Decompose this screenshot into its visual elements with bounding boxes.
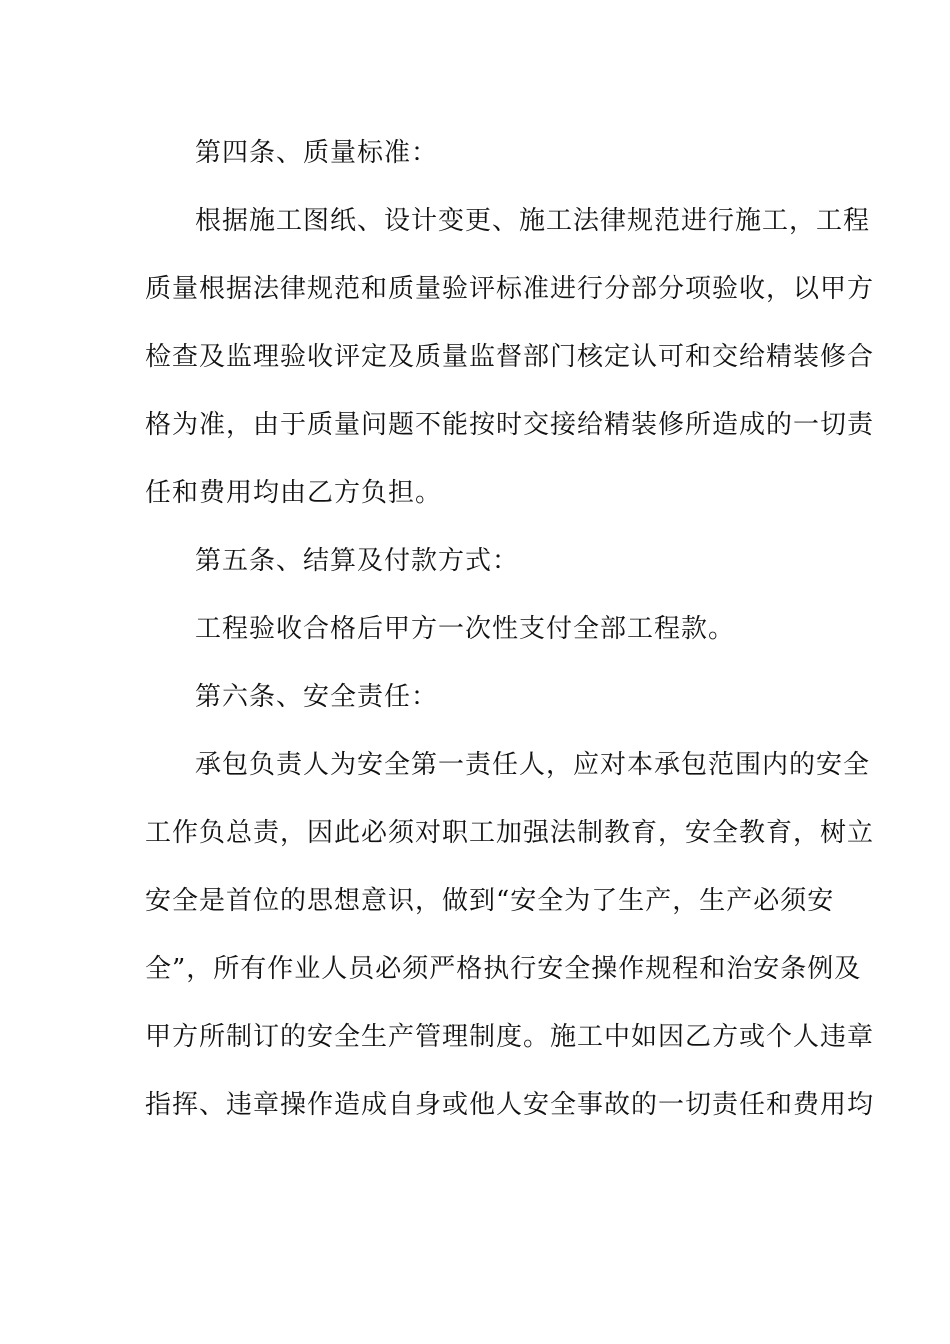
paragraph-line: 承包负责人为安全第一责任人，应对本承包范围内的安全: [195, 750, 871, 780]
article-5-heading: 第五条、结算及付款方式：: [195, 546, 520, 576]
paragraph-line: 全”，所有作业人员必须严格执行安全操作规程和治安条例及: [145, 954, 862, 984]
paragraph-line: 甲方所制订的安全生产管理制度。施工中如因乙方或个人违章: [145, 1022, 875, 1052]
paragraph-line: 工作负总责，因此必须对职工加强法制教育，安全教育，树立: [145, 818, 875, 848]
paragraph-line: 工程验收合格后甲方一次性支付全部工程款。: [195, 614, 736, 644]
article-6-heading: 第六条、安全责任：: [195, 682, 439, 712]
paragraph-line: 检查及监理验收评定及质量监督部门核定认可和交给精装修合: [145, 342, 875, 372]
paragraph-line: 格为准，由于质量问题不能按时交接给精装修所造成的一切责: [145, 410, 875, 440]
document-body: [145, 131, 875, 1151]
paragraph-line: 任和费用均由乙方负担。: [145, 478, 443, 508]
paragraph-line: 安全是首位的思想意识，做到“安全为了生产，生产必须安: [145, 886, 835, 916]
article-4-heading: 第四条、质量标准：: [195, 138, 439, 168]
paragraph-line: 根据施工图纸、设计变更、施工法律规范进行施工，工程: [195, 206, 871, 236]
paragraph-line: 质量根据法律规范和质量验评标准进行分部分项验收，以甲方: [145, 274, 875, 304]
paragraph-line: 指挥、违章操作造成自身或他人安全事故的一切责任和费用均: [145, 1090, 875, 1120]
